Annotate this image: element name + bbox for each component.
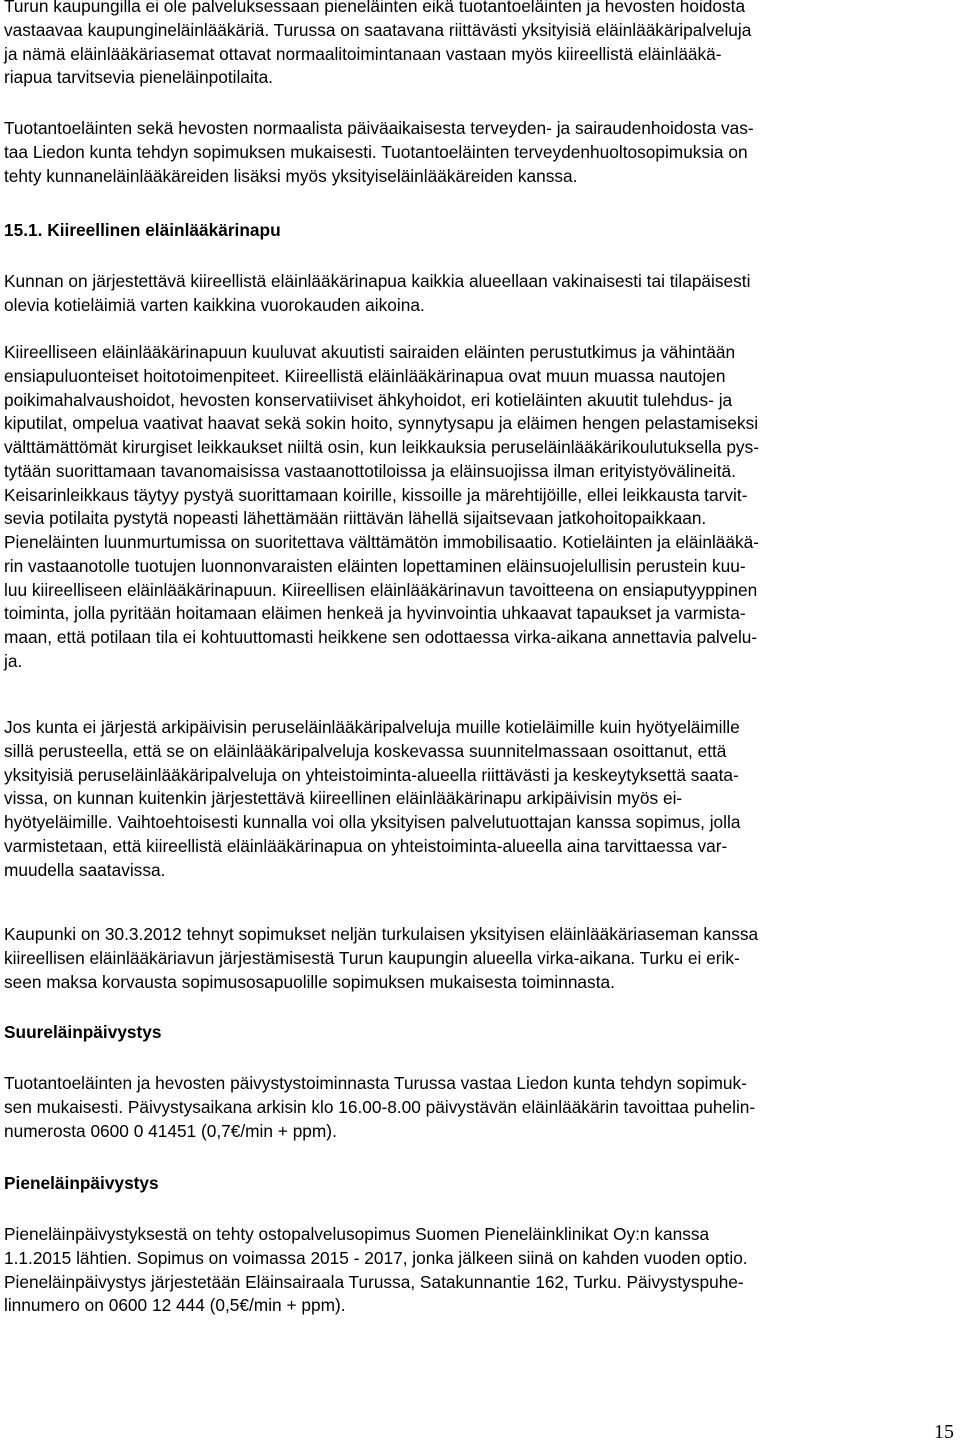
paragraph-line: Kaupunki on 30.3.2012 tehnyt sopimukset neljän turkulaisen yksityisen eläinlääkäriaseman kanssa	[4, 924, 759, 944]
paragraph-line: sevia potilaita pystytä nopeasti lähettämään riittävän lähellä sijaitsevaan jatkohoitopaikkaan.	[4, 508, 707, 529]
paragraph-line: kiputilat, ompelua vaativat haavat sekä sokin hoito, synnytysapu ja eläimen hengen pelastamiseksi	[4, 413, 759, 434]
body-paragraph	[4, 117, 956, 188]
paragraph-line: Tuotantoeläinten sekä hevosten normaalista päiväaikaisesta terveyden- ja sairaudenhoidosta vas-	[4, 118, 754, 138]
heading-text: Suureläinpäivystys	[4, 1022, 162, 1042]
paragraph-line: hyötyeläimille. Vaihtoehtoisesti kunnalla voi olla yksityisen palvelutuottajan kanssa sopimus, jolla	[4, 812, 741, 832]
paragraph-line: Turun kaupungilla ei ole palveluksessaan pieneläinten eikä tuotantoeläinten ja hevosten hoidosta	[4, 0, 746, 16]
paragraph-line: numerosta 0600 0 41451 (0,7€/min + ppm).	[4, 1120, 337, 1141]
section-heading	[4, 1021, 956, 1045]
paragraph-line: tehty kunnaneläinlääkäreiden lisäksi myös yksityiseläinlääkäreiden kanssa.	[4, 165, 578, 186]
paragraph-line: Kiireelliseen eläinlääkärinapuun kuuluvat akuutisti sairaiden eläinten perustutkimus ja vähintään	[4, 342, 736, 362]
paragraph-line: riapua tarvitsevia pieneläinpotilaita.	[4, 67, 273, 88]
paragraph-line: yksityisiä peruseläinlääkäripalveluja on yhteistoiminta-alueella riittävästi ja keskeytyksettä saata-	[4, 764, 739, 785]
paragraph-line: ja.	[4, 650, 23, 671]
paragraph-line: maan, että potilaan tila ei kohtuuttomasti heikkene sen odottaessa virka-aikana annettavia palvelu-	[4, 627, 758, 647]
paragraph-line: välttämättömät kirurgiset leikkaukset niiltä osin, kun leikkauksia peruseläinlääkärikoulutuksella pys-	[4, 437, 759, 457]
paragraph-line: olevia kotieläimiä varten kaikkina vuorokauden aikoina.	[4, 294, 425, 315]
section-heading	[4, 1172, 956, 1196]
paragraph-line: Jos kunta ei järjestä arkipäivisin peruseläinlääkäripalveluja muille kotieläimille kuin hyötyeläimille	[4, 717, 740, 737]
paragraph-line: Pieneläinten luunmurtumissa on suoritettava välttämätön immobilisaatio. Kotieläinten ja eläinlääkä-	[4, 532, 760, 552]
paragraph-line: toiminta, jolla pyritään hoitamaan eläimen henkeä ja hyvinvointia uhkaavat tapaukset ja varmista-	[4, 603, 746, 624]
paragraph-line: vastaavaa kaupungineläinlääkäriä. Turussa on saatavana riittävästi yksityisiä eläinlääkäripalveluja	[4, 19, 752, 40]
paragraph-line: luu kiireelliseen eläinlääkärinapuun. Kiireellisen eläinlääkärinavun tavoitteena on ensiaputyyppinen	[4, 579, 758, 600]
paragraph-line: 1.1.2015 lähtien. Sopimus on voimassa 2015 - 2017, jonka jälkeen siinä on kahden vuoden optio.	[4, 1247, 748, 1268]
heading-text: 15.1. Kiireellinen eläinlääkärinapu	[4, 220, 281, 240]
body-paragraph	[4, 1223, 956, 1318]
paragraph-line: vissa, on kunnan kuitenkin järjestettävä kiireellinen eläinlääkärinapu arkipäivisin myös ei-	[4, 788, 683, 809]
paragraph-line: Kunnan on järjestettävä kiireellistä eläinlääkärinapua kaikkia alueellaan vakinaisesti tai tilapäisesti	[4, 271, 751, 291]
paragraph-line: muudella saatavissa.	[4, 859, 166, 880]
paragraph-line: taa Liedon kunta tehdyn sopimuksen mukaisesti. Tuotantoeläinten terveydenhuoltosopimuksia on	[4, 141, 748, 162]
paragraph-line: varmistetaan, että kiireellistä eläinlääkärinapua on yhteistoiminta-alueella aina tarvittaessa var-	[4, 835, 728, 856]
paragraph-line: Keisarinleikkaus täytyy pystyä suorittamaan koirille, kissoille ja märehtijöille, ellei leikkausta tarvit-	[4, 484, 748, 505]
page-number: 15	[934, 1421, 954, 1443]
paragraph-line: sillä perusteella, että se on eläinlääkäripalveluja koskevassa suunnitelmassaan osoittanut, että	[4, 740, 727, 761]
paragraph-line: ja nämä eläinlääkäriasemat ottavat normaalitoimintanaan vastaan myös kiireellistä eläinlääkä-	[4, 43, 722, 64]
body-paragraph	[4, 716, 956, 882]
paragraph-line: kiireellisen eläinlääkäriavun järjestämisestä Turun kaupungin alueella virka-aikana. Turku ei erik-	[4, 947, 740, 968]
paragraph-line: rin vastaanotolle tuotujen luonnonvaraisten eläinten lopettaminen eläinsuojelullisin perustein kuu-	[4, 555, 746, 576]
paragraph-line: ensiapuluonteiset hoitotoimenpiteet. Kiireellistä eläinlääkärinapua ovat muun muassa nautojen	[4, 365, 726, 386]
paragraph-line: Pieneläinpäivystys järjestetään Eläinsairaala Turussa, Satakunnantie 162, Turku. Päivystyspuhe-	[4, 1271, 744, 1292]
body-paragraph	[4, 0, 956, 90]
heading-text: Pieneläinpäivystys	[4, 1173, 159, 1193]
body-paragraph	[4, 923, 956, 994]
section-heading	[4, 219, 956, 243]
body-paragraph	[4, 341, 956, 674]
body-paragraph	[4, 270, 956, 318]
paragraph-line: poikimahalvaushoidot, hevosten konservatiiviset ähkyhoidot, eri kotieläinten akuutit tulehdus- ja	[4, 389, 733, 410]
body-paragraph	[4, 1072, 956, 1143]
paragraph-line: linnumero on 0600 12 444 (0,5€/min + ppm).	[4, 1295, 346, 1316]
paragraph-line: seen maksa korvausta sopimusosapuolille sopimuksen mukaisesta toiminnasta.	[4, 971, 615, 992]
paragraph-line: tytään suorittamaan tavanomaisissa vastaanottotiloissa ja eläinsuojissa ilman erityistyövälineitä.	[4, 460, 736, 481]
paragraph-line: sen mukaisesti. Päivystysaikana arkisin klo 16.00-8.00 päivystävän eläinlääkärin tavoittaa puhelin-	[4, 1096, 756, 1117]
paragraph-line: Tuotantoeläinten ja hevosten päivystystoiminnasta Turussa vastaa Liedon kunta tehdyn sopimuk-	[4, 1073, 747, 1093]
paragraph-line: Pieneläinpäivystyksestä on tehty ostopalvelusopimus Suomen Pieneläinklinikat Oy:n kanssa	[4, 1224, 710, 1244]
